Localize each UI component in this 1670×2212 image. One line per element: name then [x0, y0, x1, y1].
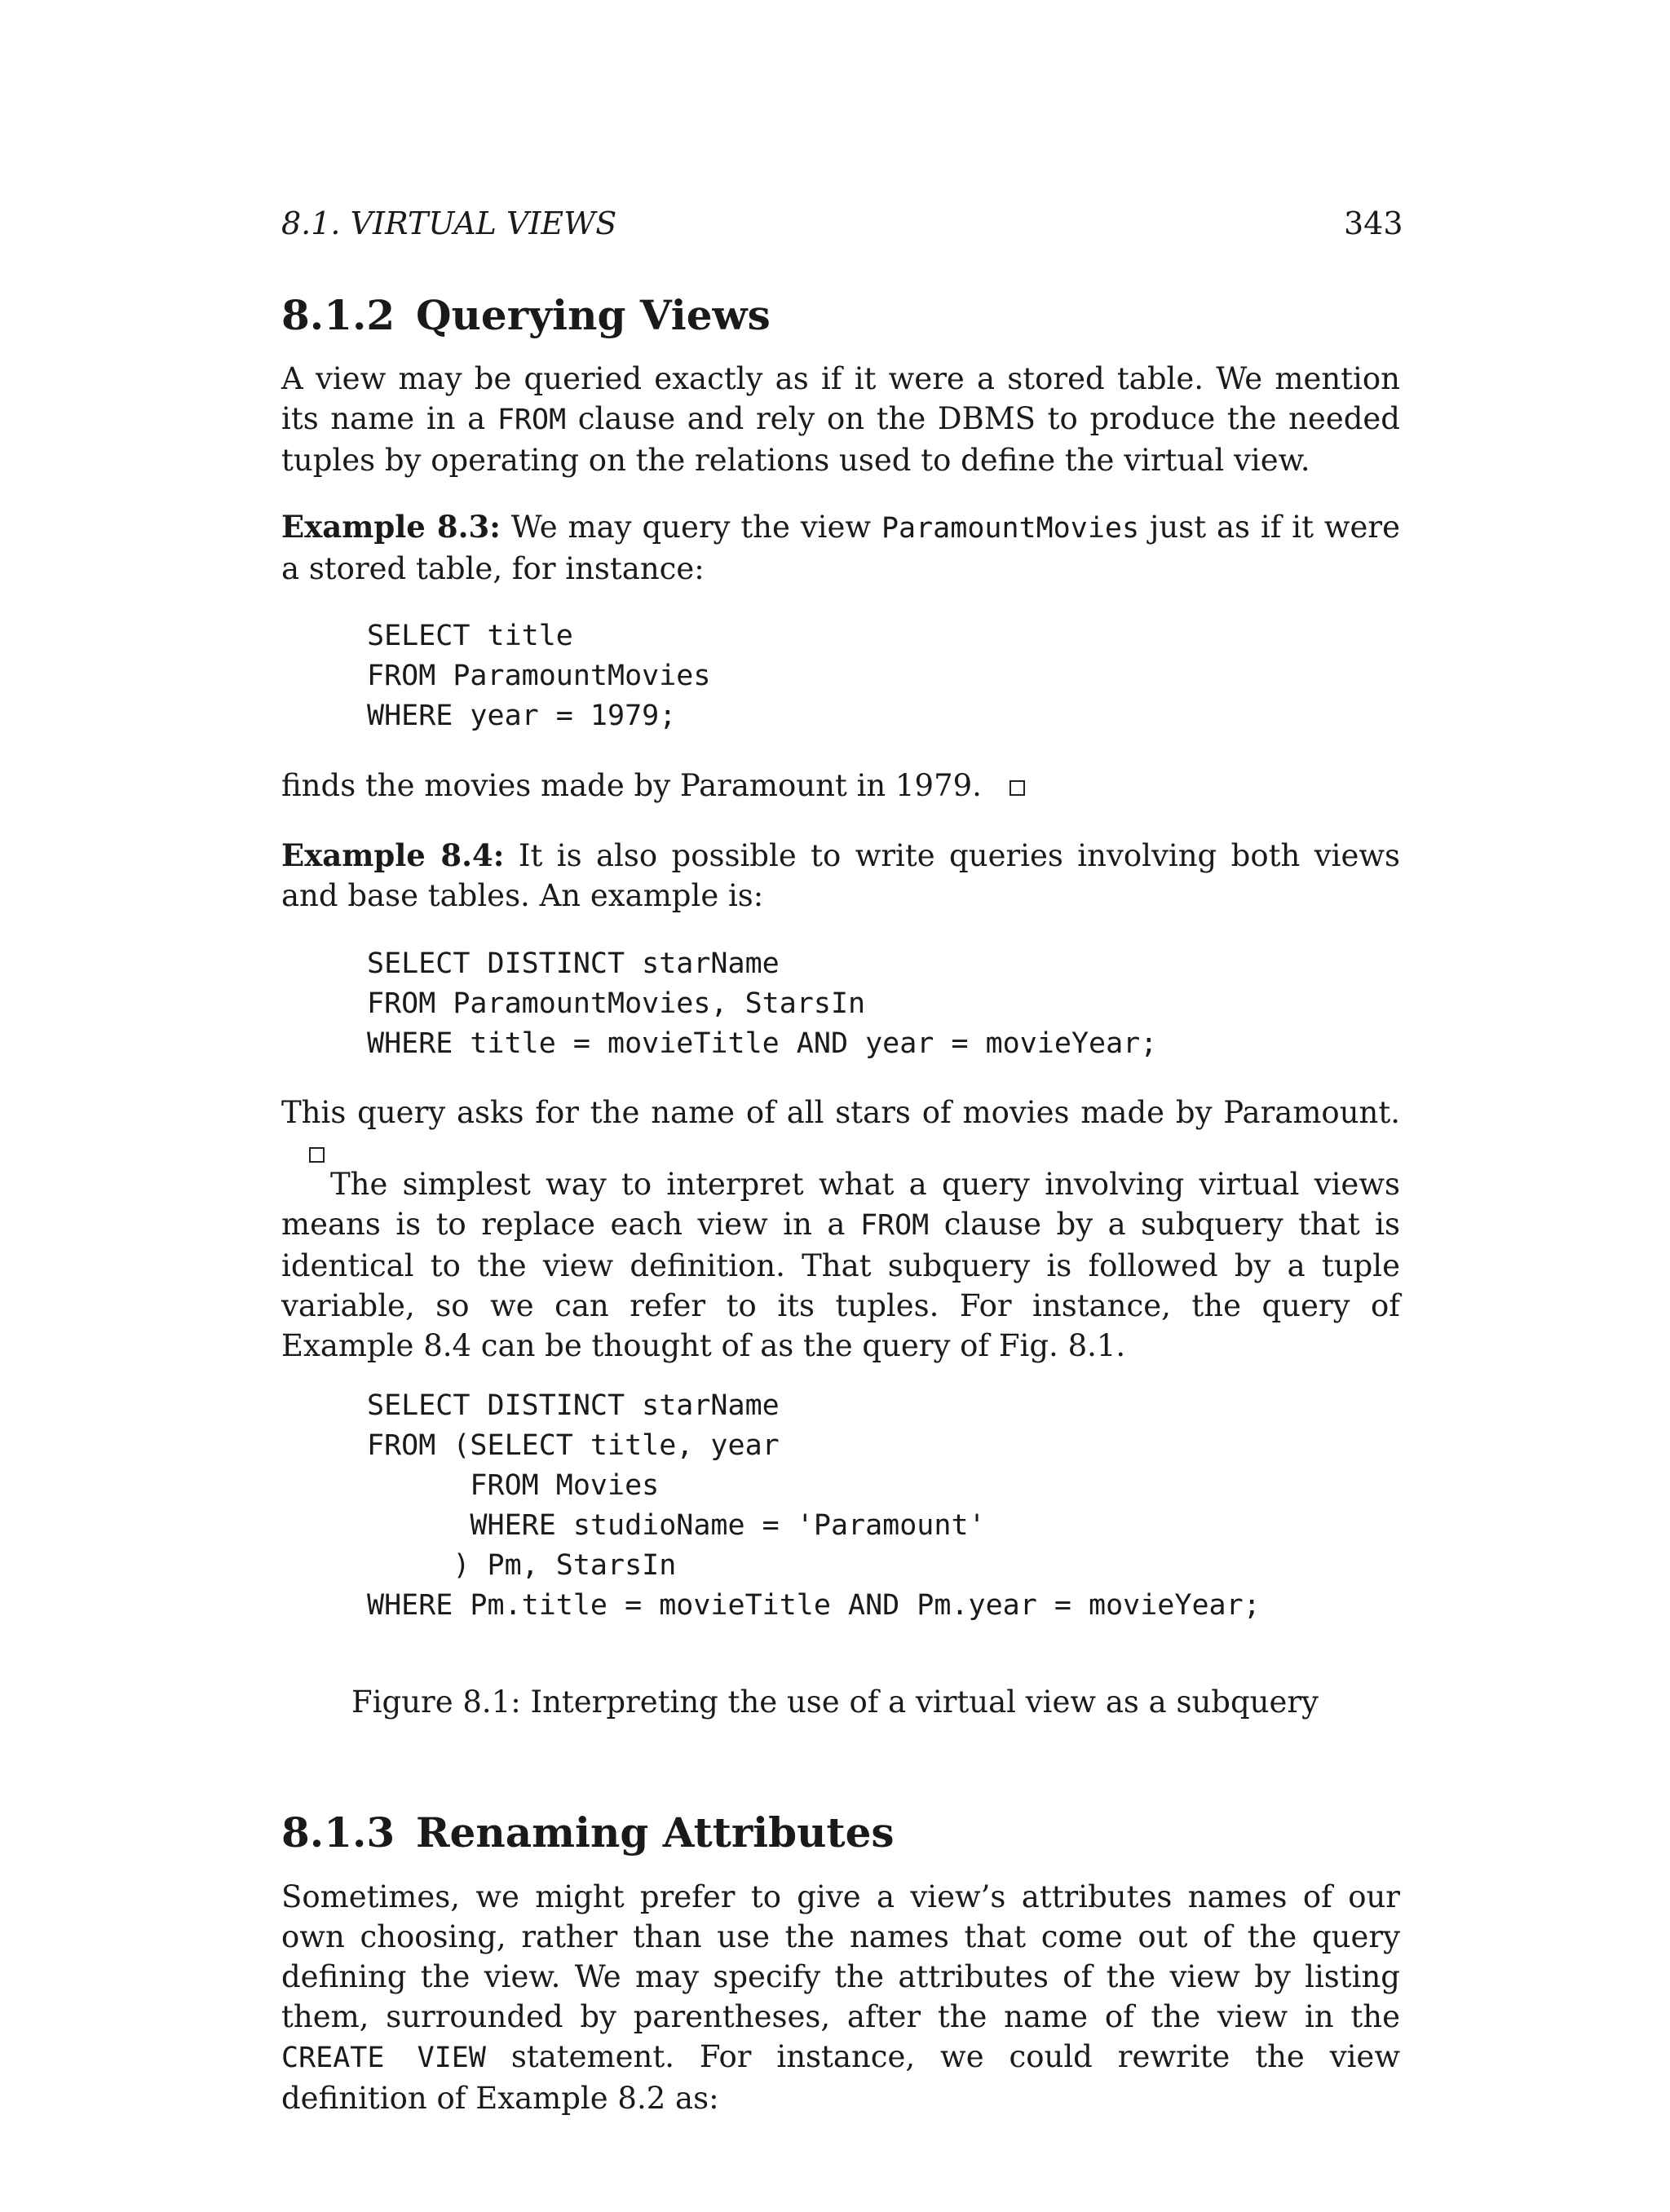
code-line: WHERE Pm.title = movieTitle AND Pm.year = movieYear;: [367, 1589, 1261, 1622]
code-line: WHERE title = movieTitle AND year = movieYear;: [367, 1027, 1158, 1060]
end-of-example-icon: [309, 1147, 325, 1163]
example-label: Example 8.4:: [281, 837, 505, 873]
text-run: The simplest way to interpret what a query involving virtual views means is to replace each view in a: [281, 1167, 1400, 1242]
code-block-example-8-3: [367, 616, 710, 736]
text-run: We may query the view: [500, 510, 881, 545]
text-run: clause and rely on the DBMS to produce the needed tuples by operating on the relations used to define the virtual view.: [281, 401, 1400, 478]
text-run: A view may be queried exactly as if it were a stored table. We mention its name in a: [281, 361, 1400, 436]
inline-code: FROM: [859, 1209, 930, 1242]
code-line: FROM Movies: [367, 1469, 660, 1502]
example-8-3: [281, 507, 1400, 589]
section-heading-8-1-3: [281, 1808, 895, 1857]
code-block-example-8-4: [367, 944, 1157, 1064]
example-8-4-conclusion: [281, 1093, 1400, 1172]
running-header: 8.1. VIRTUAL VIEWS: [281, 205, 617, 241]
section-number: 8.1.2: [281, 291, 395, 339]
code-line: SELECT DISTINCT starName: [367, 947, 780, 980]
section-title: Renaming Attributes: [416, 1808, 895, 1857]
code-line: FROM ParamountMovies, StarsIn: [367, 987, 866, 1020]
figure-8-1-code: [367, 1386, 1261, 1626]
text-run: just as if it were a stored table, for instance:: [281, 510, 1400, 586]
section-heading-8-1-2: [281, 291, 771, 339]
example-8-3-conclusion: [281, 766, 1400, 806]
paragraph-interpretation: [281, 1164, 1400, 1366]
code-line: FROM (SELECT title, year: [367, 1429, 780, 1462]
text-run: clause by a subquery that is identical to the view definition. That subquery is followed by a tuple variable, so we can refer to its tuples. For instance, the query of Example 8.4 can be thought of as the query of Fig. 8.1.: [281, 1207, 1401, 1363]
inline-code: CREATE VIEW: [281, 2042, 486, 2074]
example-8-4: [281, 836, 1400, 916]
text-run: Sometimes, we might prefer to give a view’s attributes names of our own choosing, rather than use the names that come out of the query defining the view. We may specify the attributes of the view by listing them, surrounded by parentheses, after the name of the view in the: [281, 1879, 1400, 2034]
text-run: This query asks for the name of all stars of movies made by Paramount.: [281, 1095, 1400, 1130]
code-line: SELECT DISTINCT starName: [367, 1389, 780, 1422]
end-of-example-icon: [1010, 780, 1025, 796]
section-title: Querying Views: [416, 291, 771, 339]
inline-code: FROM: [497, 404, 567, 436]
code-line: SELECT title: [367, 620, 573, 652]
text-run: statement. For instance, we could rewrite the view definition of Example 8.2 as:: [281, 2039, 1400, 2116]
page-number: 343: [1344, 205, 1403, 241]
code-line: WHERE year = 1979;: [367, 700, 677, 732]
paragraph-querying-views: [281, 359, 1400, 480]
text-run: finds the movies made by Paramount in 1979.: [281, 768, 982, 803]
section-number: 8.1.3: [281, 1808, 395, 1857]
paragraph-renaming-attributes: [281, 1877, 1400, 2118]
example-label: Example 8.3:: [281, 509, 501, 545]
inline-code: ParamountMovies: [881, 512, 1140, 545]
figure-caption: Figure 8.1: Interpreting the use of a virtual view as a subquery: [351, 1684, 1319, 1720]
code-line: ) Pm, StarsIn: [367, 1549, 677, 1582]
code-line: WHERE studioName = 'Paramount': [367, 1509, 986, 1542]
code-line: FROM ParamountMovies: [367, 660, 711, 692]
text-run: It is also possible to write queries involving both views and base tables. An example is:: [281, 838, 1400, 913]
